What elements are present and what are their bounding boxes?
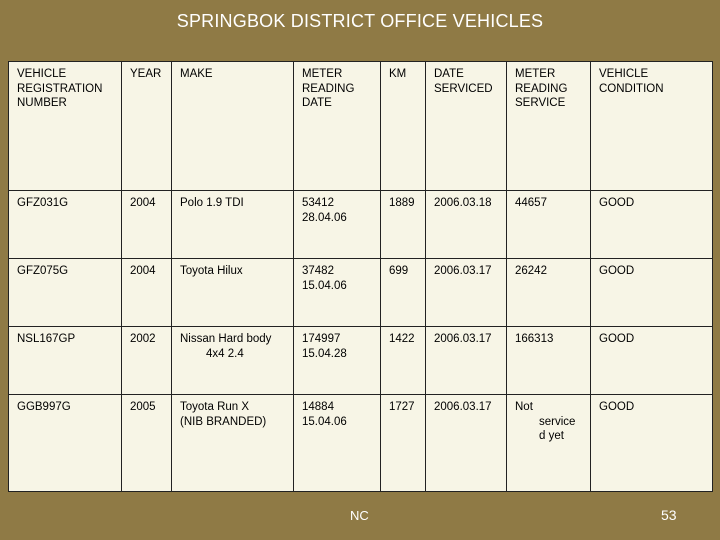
cell-condition: GOOD [591, 191, 713, 259]
table-row [9, 191, 713, 259]
header-date-serviced: DATE SERVICED [426, 62, 507, 191]
cell-date-serviced: 2006.03.17 [426, 327, 507, 395]
page-title: SPRINGBOK DISTRICT OFFICE VEHICLES [176, 11, 544, 31]
cell-condition: GOOD [591, 395, 713, 492]
table-row [9, 327, 713, 395]
cell-km: 1727 [381, 395, 426, 492]
table-row [9, 259, 713, 327]
cell-meter-reading-date: 174997 15.04.28 [294, 327, 381, 395]
footer-note: NC [350, 508, 369, 523]
vehicles-table [8, 61, 713, 492]
cell-make: Polo 1.9 TDI [172, 191, 294, 259]
cell-registration: GGB997G [9, 395, 122, 492]
header-make: MAKE [172, 62, 294, 191]
cell-year: 2005 [122, 395, 172, 492]
page-number: 53 [661, 507, 677, 523]
table-header-row [9, 62, 713, 191]
header-registration: VEHICLE REGISTRATION NUMBER [9, 62, 122, 191]
cell-km: 1422 [381, 327, 426, 395]
cell-meter-reading-date: 14884 15.04.06 [294, 395, 381, 492]
header-year: YEAR [122, 62, 172, 191]
cell-registration: GFZ075G [9, 259, 122, 327]
cell-year: 2002 [122, 327, 172, 395]
cell-meter-reading-service: 44657 [507, 191, 591, 259]
cell-make: Nissan Hard body 4x4 2.4 [172, 327, 294, 395]
cell-date-serviced: 2006.03.18 [426, 191, 507, 259]
cell-date-serviced: 2006.03.17 [426, 259, 507, 327]
header-meter-reading-date: METER READING DATE [294, 62, 381, 191]
cell-registration: NSL167GP [9, 327, 122, 395]
cell-meter-reading-service: 26242 [507, 259, 591, 327]
cell-date-serviced: 2006.03.17 [426, 395, 507, 492]
cell-meter-reading-date: 37482 15.04.06 [294, 259, 381, 327]
cell-km: 699 [381, 259, 426, 327]
cell-registration: GFZ031G [9, 191, 122, 259]
header-km: KM [381, 62, 426, 191]
cell-km: 1889 [381, 191, 426, 259]
cell-condition: GOOD [591, 327, 713, 395]
cell-year: 2004 [122, 191, 172, 259]
header-meter-reading-service: METER READING SERVICE [507, 62, 591, 191]
cell-make: Toyota Hilux [172, 259, 294, 327]
header-vehicle-condition: VEHICLE CONDITION [591, 62, 713, 191]
cell-meter-reading-service: Not service d yet [507, 395, 591, 492]
cell-meter-reading-service: 166313 [507, 327, 591, 395]
table-row [9, 395, 713, 492]
cell-condition: GOOD [591, 259, 713, 327]
cell-year: 2004 [122, 259, 172, 327]
cell-make: Toyota Run X (NIB BRANDED) [172, 395, 294, 492]
cell-meter-reading-date: 53412 28.04.06 [294, 191, 381, 259]
